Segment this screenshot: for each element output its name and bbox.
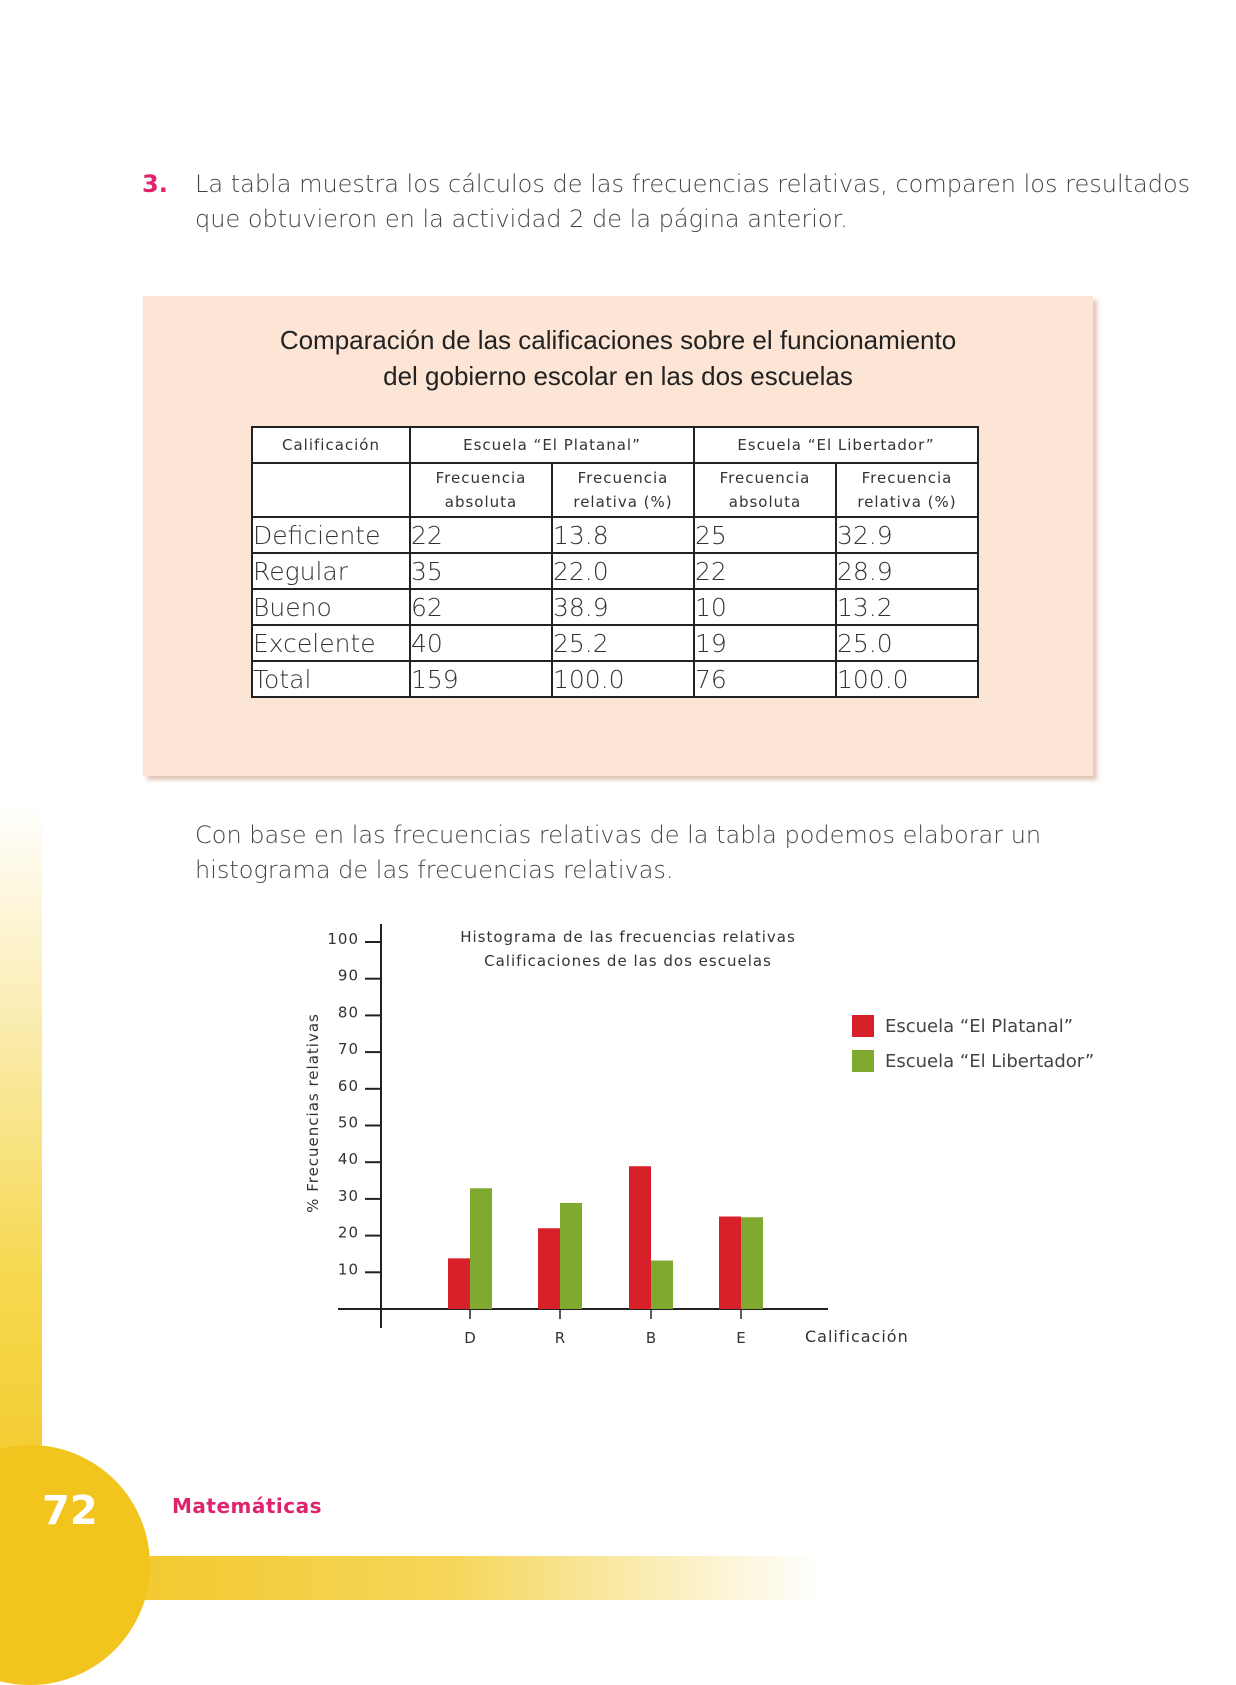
subject-label: Matemáticas	[172, 1494, 323, 1518]
table-row	[252, 517, 978, 553]
question-number: 3.	[142, 170, 168, 198]
question-text	[195, 167, 1191, 237]
table-title	[143, 322, 1093, 394]
histogram-svg	[300, 920, 1095, 1380]
x-tick-label: B	[645, 1329, 657, 1347]
bar-platanal	[538, 1228, 560, 1309]
legend-swatch	[852, 1050, 874, 1072]
legend-swatch	[852, 1015, 874, 1037]
table-cell: 19	[694, 625, 836, 661]
bar-libertador	[741, 1217, 763, 1309]
table-panel	[143, 296, 1093, 776]
table-cell: Deficiente	[252, 517, 410, 553]
table-cell: 62	[410, 589, 552, 625]
table-cell: 22.0	[552, 553, 694, 589]
header-platanal: Escuela “El Platanal”	[410, 427, 694, 463]
table-cell: 10	[694, 589, 836, 625]
y-tick-label: 40	[337, 1150, 359, 1169]
bar-platanal	[448, 1258, 470, 1309]
legend-label: Escuela “El Platanal”	[885, 1016, 1074, 1037]
table-cell: 35	[410, 553, 552, 589]
table-row	[252, 625, 978, 661]
table-cell: 22	[410, 517, 552, 553]
table-row	[252, 553, 978, 589]
page-number: 72	[42, 1488, 98, 1534]
x-tick-label: D	[464, 1329, 476, 1347]
subheader-cell: Frecuencia absoluta	[694, 463, 836, 517]
table-cell: 25	[694, 517, 836, 553]
paragraph-histogram	[195, 818, 1095, 888]
table-title-line: Comparación de las calificaciones sobre el funcionamiento	[279, 325, 957, 355]
subheader-cell: Frecuencia relativa (%)	[552, 463, 694, 517]
table-row	[252, 589, 978, 625]
table-cell: 100.0	[836, 661, 978, 697]
paragraph-line: Con base en las frecuencias relativas de la tabla podemos elaborar un	[195, 821, 1042, 849]
bar-platanal	[719, 1217, 741, 1309]
table-cell: 76	[694, 661, 836, 697]
chart-title-line: Calificaciones de las dos escuelas	[484, 952, 772, 970]
y-tick-label: 90	[337, 966, 359, 985]
frequency-table	[251, 426, 979, 698]
table-cell: 22	[694, 553, 836, 589]
table-cell: Regular	[252, 553, 410, 589]
y-axis-title: % Frecuencias relativas	[304, 1013, 322, 1213]
table-row	[252, 661, 978, 697]
subheader-cell: Frecuencia absoluta	[410, 463, 552, 517]
table-cell: Excelente	[252, 625, 410, 661]
table-cell: 32.9	[836, 517, 978, 553]
page-number-badge	[0, 1445, 150, 1685]
bar-libertador	[651, 1261, 673, 1309]
question-line: La tabla muestra los cálculos de las frecuencias relativas, comparen los resultados	[195, 170, 1191, 198]
table-cell: 13.2	[836, 589, 978, 625]
table-cell: 100.0	[552, 661, 694, 697]
subheader-empty	[252, 463, 410, 517]
bar-platanal	[629, 1166, 651, 1309]
bar-libertador	[560, 1203, 582, 1309]
paragraph-line: histograma de las frecuencias relativas.	[195, 856, 674, 884]
x-tick-label: R	[554, 1329, 566, 1347]
bar-libertador	[470, 1188, 492, 1309]
table-cell: 13.8	[552, 517, 694, 553]
x-tick-label: E	[736, 1329, 746, 1347]
table-cell: 25.2	[552, 625, 694, 661]
table-cell: 40	[410, 625, 552, 661]
y-tick-label: 30	[337, 1186, 359, 1205]
table-cell: Bueno	[252, 589, 410, 625]
table-title-line: del gobierno escolar en las dos escuelas	[383, 361, 853, 391]
y-tick-label: 10	[337, 1260, 359, 1279]
table-cell: Total	[252, 661, 410, 697]
y-tick-label: 20	[337, 1223, 359, 1242]
table-cell: 159	[410, 661, 552, 697]
table-cell: 28.9	[836, 553, 978, 589]
question-line: que obtuvieron en la actividad 2 de la página anterior.	[195, 205, 848, 233]
legend-label: Escuela “El Libertador”	[885, 1051, 1095, 1072]
table-cell: 38.9	[552, 589, 694, 625]
y-tick-label: 60	[337, 1076, 359, 1095]
x-axis-title: Calificación	[805, 1327, 909, 1346]
y-tick-label: 80	[337, 1003, 359, 1022]
table-subheader-row	[252, 463, 978, 517]
y-tick-label: 70	[337, 1040, 359, 1059]
header-calificacion: Calificación	[252, 427, 410, 463]
y-tick-label: 100	[327, 930, 359, 948]
subheader-cell: Frecuencia relativa (%)	[836, 463, 978, 517]
table-cell: 25.0	[836, 625, 978, 661]
header-libertador: Escuela “El Libertador”	[694, 427, 978, 463]
table-header-row	[252, 427, 978, 463]
y-tick-label: 50	[337, 1113, 359, 1132]
histogram-chart	[300, 920, 1095, 1380]
chart-title-line: Histograma de las frecuencias relativas	[460, 928, 796, 946]
